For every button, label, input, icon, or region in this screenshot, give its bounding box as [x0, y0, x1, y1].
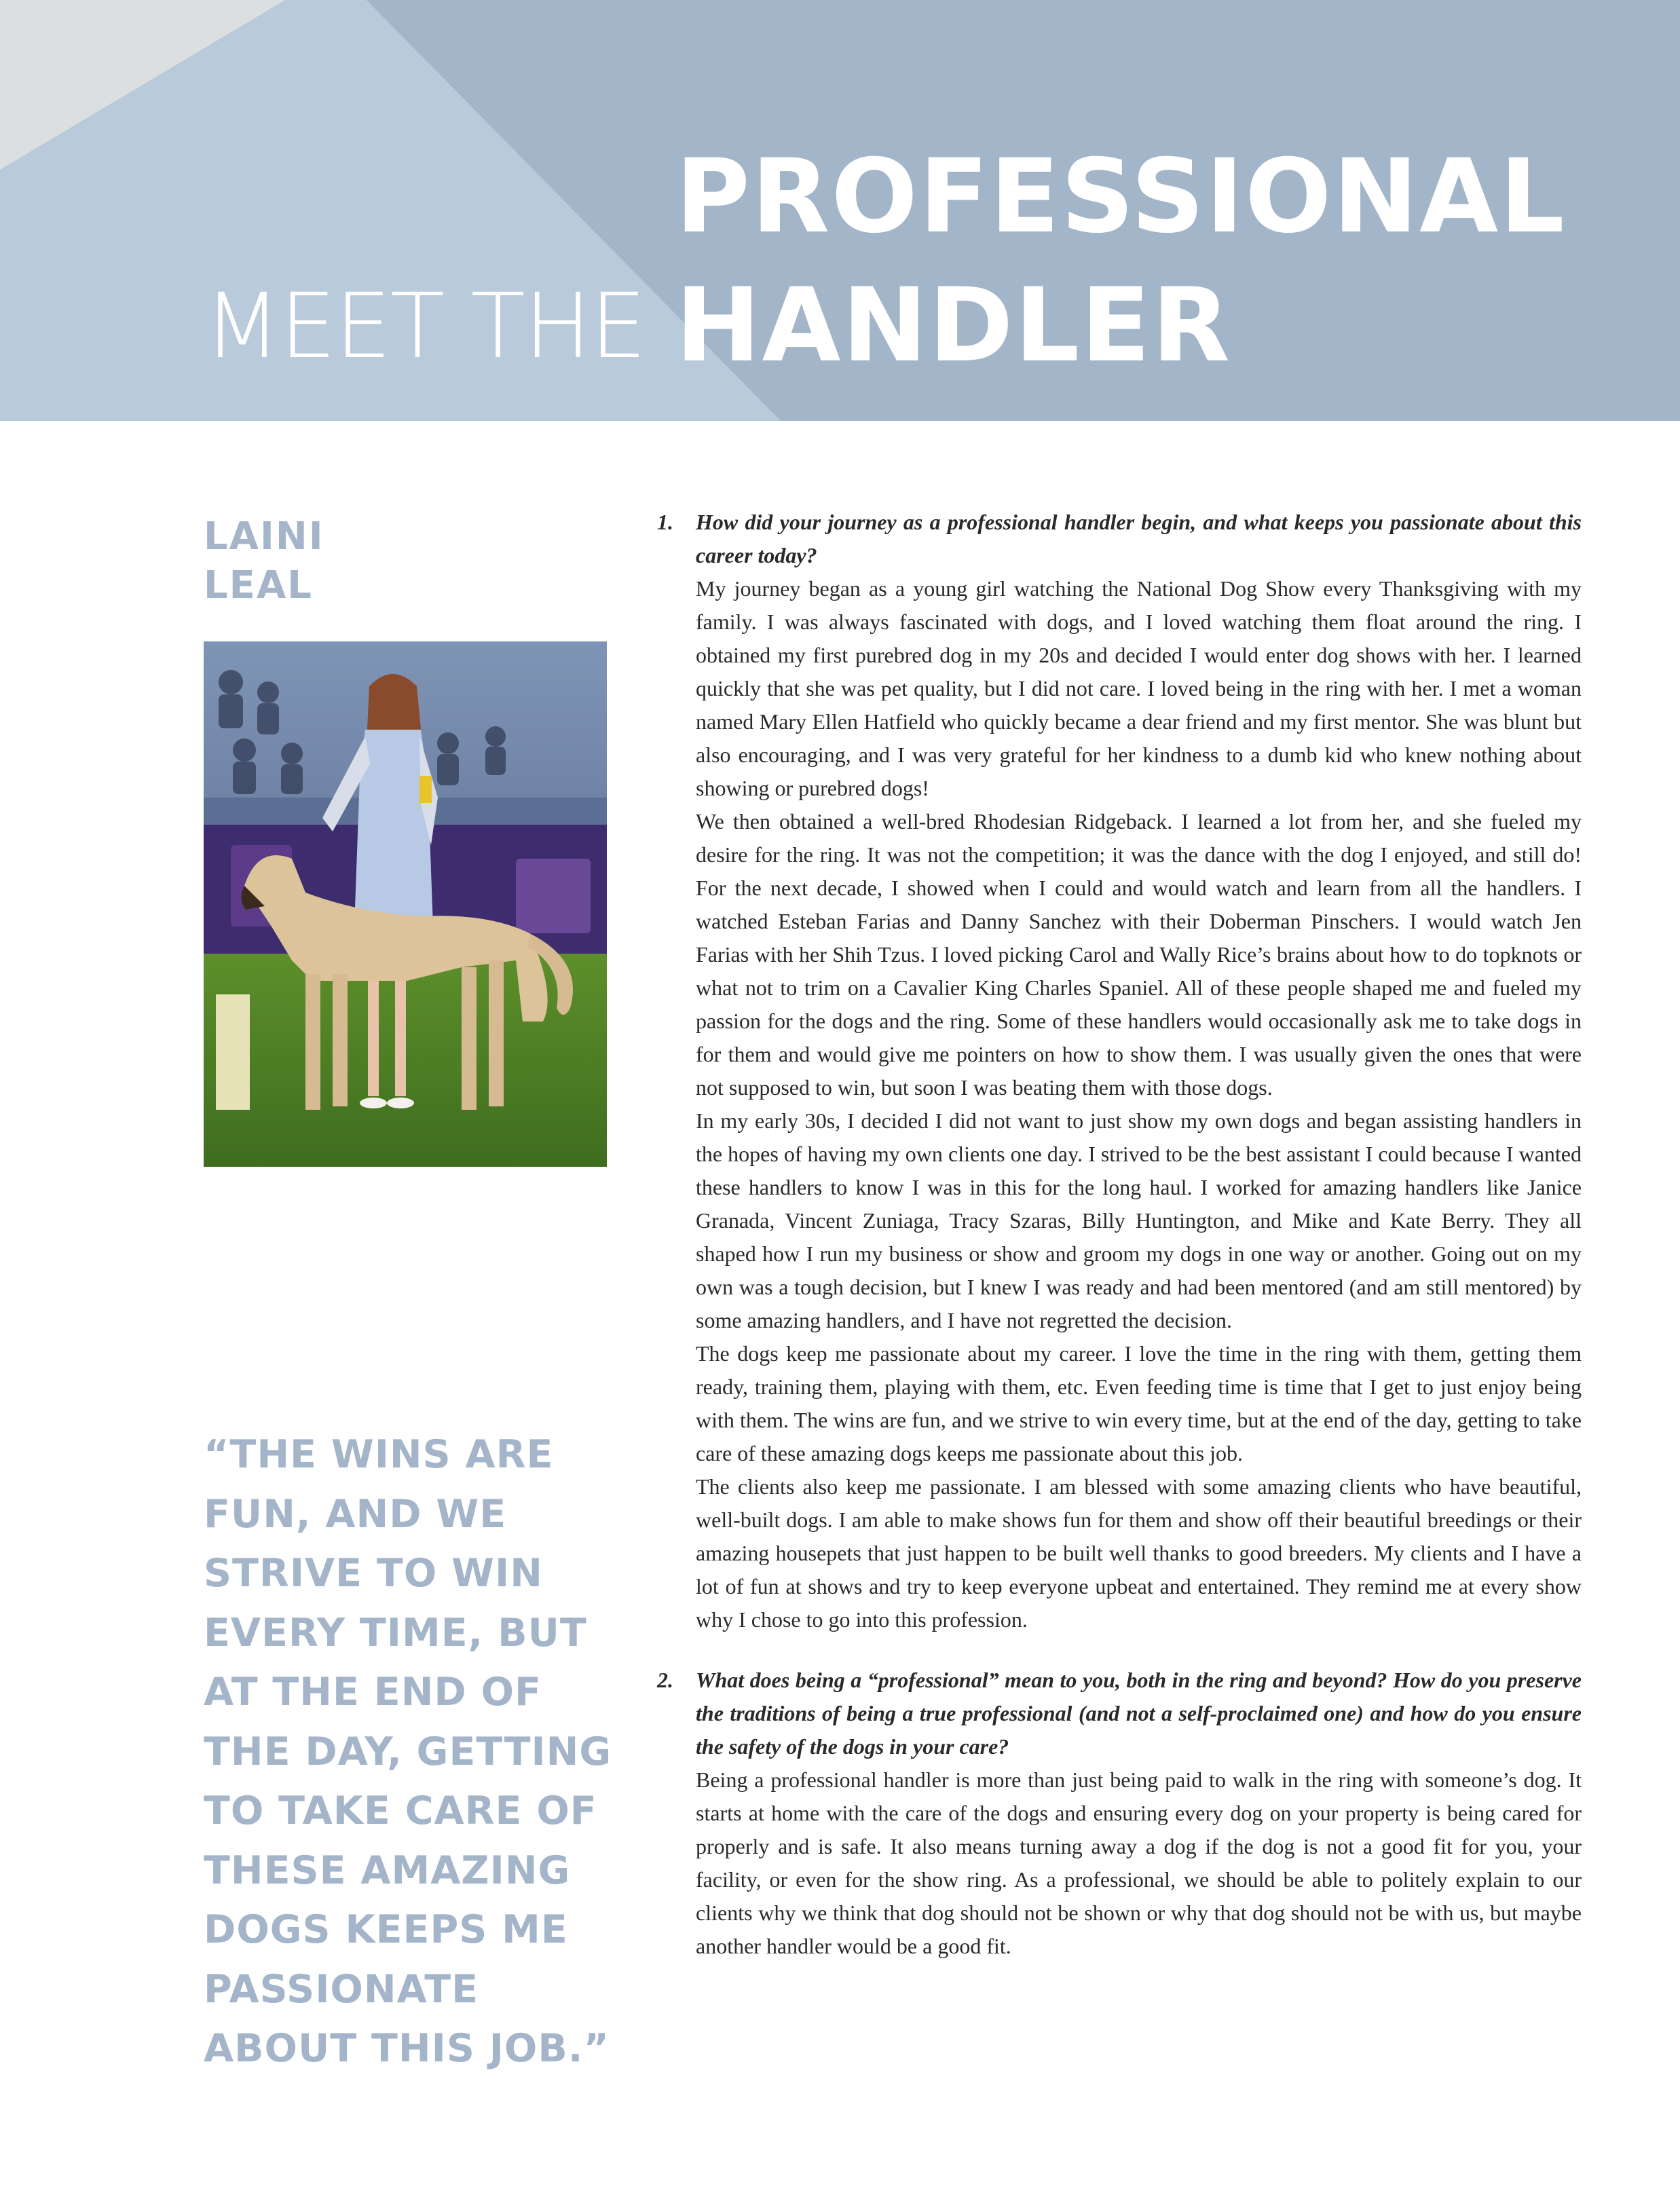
answer-text — [696, 572, 1582, 1636]
question-text: What does being a “professional” mean to you, both in the ring and beyond? How do you preserve the traditions of being a true professional (and not a self-proclaimed one) and how do you ensure the safety of the dogs in your care? — [696, 1668, 1582, 1759]
title-meet-the: MEET THE — [204, 274, 646, 379]
pull-quote-line: DOGS KEEPS ME — [204, 1907, 568, 1952]
handler-first-name: LAINI — [204, 514, 324, 559]
pull-quote-line: STRIVE TO WIN — [204, 1551, 543, 1596]
qa-item-2 — [652, 1664, 1582, 1963]
pull-quote-line: AT THE END OF — [204, 1670, 542, 1715]
handler-last-name: LEAL — [204, 563, 313, 607]
pull-quote-line: PASSIONATE — [204, 1966, 479, 2012]
header-banner — [0, 0, 1680, 421]
title-professional: PROFESSIONAL — [675, 138, 1566, 256]
handler-with-dog-illustration — [204, 641, 607, 1167]
pull-quote-line: THESE AMAZING — [204, 1848, 571, 1893]
answer-text — [696, 1763, 1582, 1963]
answer-paragraph: We then obtained a well-bred Rhodesian Ridgeback. I learned a lot from her, and she fueled my desire for the ring. It was not the competition; it was the dance with the dog I enjoyed, and still do! For the next decade, I showed when I could and would watch and learn from all the handlers. I watched Esteban Farias and Danny Sanchez with their Doberman Pinschers. I would watch Jen Farias with her Shih Tzus. I loved picking Carol and Wally Rice’s brains about how to do topknots or what not to trim on a Cavalier King Charles Spaniel. All of these people shaped me and fueled my passion for the dogs and the ring. Some of these handlers would occasionally ask me to take dogs in for them and would give me pointers on how to show them. I was usually given the ones that were not supposed to win, but soon I was beating them with those dogs. — [696, 809, 1582, 1100]
answer-paragraph: Being a professional handler is more than just being paid to walk in the ring with someone’s dog. It starts at home with the care of the dogs and ensuring every dog on your property is being cared for properly and is safe. It also means turning away a dog if the dog is not a good fit for you, your facility, or even for the show ring. As a professional, we should be able to politely explain to our clients why we think that dog should not be shown or why that dog should not be with us, but maybe another handler would be a good fit. — [696, 1767, 1582, 1958]
question-text: How did your journey as a professional handler begin, and what keeps you passionate about this career today? — [696, 510, 1582, 567]
answer-paragraph: The clients also keep me passionate. I am blessed with some amazing clients who have beautiful, well-built dogs. I am able to make shows fun for them and show off their beautiful breedings or their amazing housepets that just happen to be built well thanks to good breeders. My clients and I have a lot of fun at shows and try to keep everyone upbeat and entertained. They remind me at every show why I chose to go into this profession. — [696, 1474, 1582, 1632]
interview-article — [652, 506, 1582, 1963]
pull-quote-line: ABOUT THIS JOB.” — [204, 2026, 610, 2071]
pull-quote-line: “THE WINS ARE — [204, 1432, 554, 1477]
answer-paragraph: In my early 30s, I decided I did not want to just show my own dogs and began assisting handlers in the hopes of having my own clients one day. I strived to be the best assistant I could because I wanted these handlers to know I was in this for the long haul. I worked for amazing handlers like Janice Granada, Vincent Zuniaga, Tracy Szaras, Billy Huntington, and Mike and Kate Berry. They all shaped how I run my business or show and groom my dogs in one way or another. Going out on my own was a tough decision, but I knew I was ready and had been mentored (and am still mentored) by some amazing handlers, and I have not regretted the decision. — [696, 1108, 1582, 1332]
pull-quote — [204, 1425, 624, 2079]
pull-quote-line: EVERY TIME, BUT — [204, 1610, 587, 1655]
qa-item-1 — [652, 506, 1582, 1636]
title-handler: HANDLER — [675, 267, 1232, 385]
pull-quote-line: TO TAKE CARE OF — [204, 1789, 597, 1833]
handler-photo — [204, 641, 607, 1167]
question-number: 2. — [657, 1668, 673, 1692]
handler-name — [204, 512, 324, 610]
answer-paragraph: The dogs keep me passionate about my career. I love the time in the ring with them, getting them ready, training them, playing with them, etc. Even feeding time is time that I get to just enjoy being with them. The wins are fun, and we strive to win every time, but at the end of the day, getting to take care of these amazing dogs keeps me passionate about this job. — [696, 1341, 1582, 1465]
answer-paragraph: My journey began as a young girl watching the National Dog Show every Thanksgiving with my family. I was always fascinated with dogs, and I loved watching them float around the ring. I obtained my first purebred dog in my 20s and decided I would enter dog shows with her. I learned quickly that she was pet quality, but I did not care. I loved being in the ring with her. I met a woman named Mary Ellen Hatfield who quickly became a dear friend and my first mentor. She was blunt but also encouraging, and I was very grateful for her kindness to a dumb kid who knew nothing about showing or purebred dogs! — [696, 576, 1582, 800]
pull-quote-line: THE DAY, GETTING — [204, 1729, 612, 1774]
pull-quote-line: FUN, AND WE — [204, 1491, 507, 1537]
question-number: 1. — [657, 510, 673, 534]
